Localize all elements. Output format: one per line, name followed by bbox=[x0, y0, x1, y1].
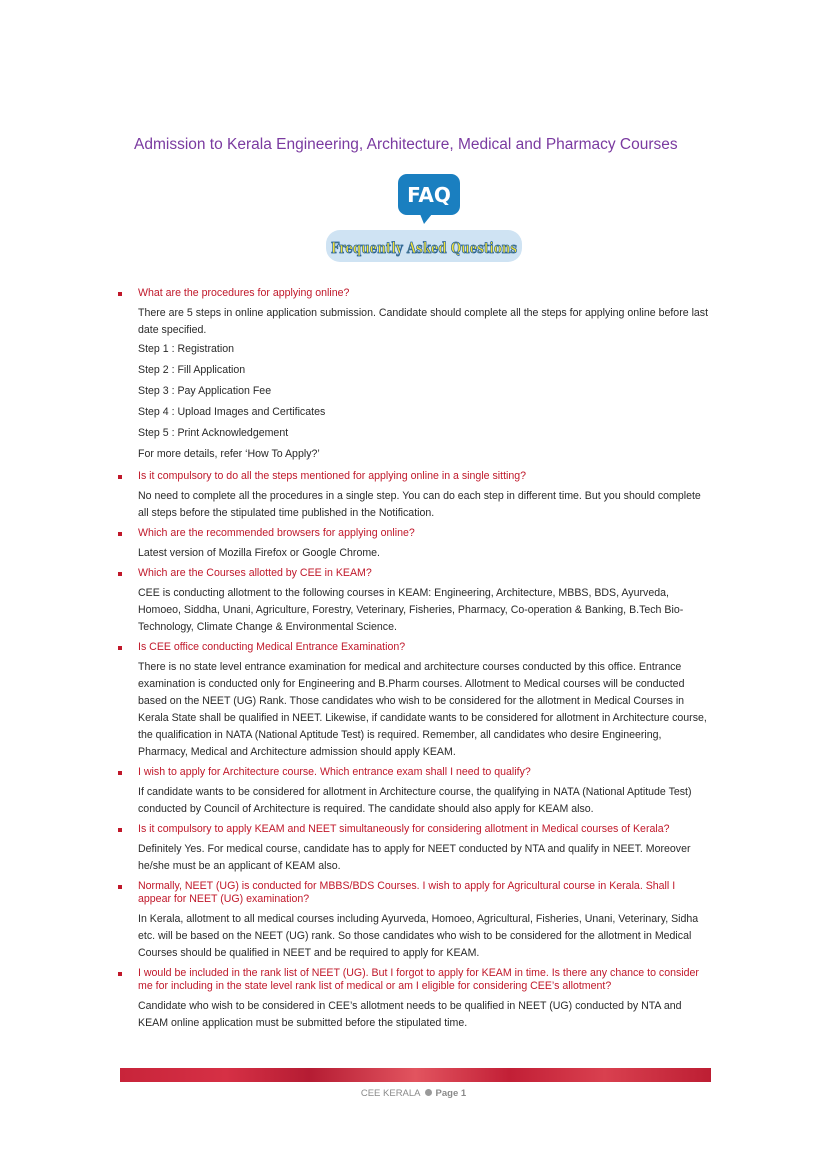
bullet-icon bbox=[118, 572, 122, 576]
faq-item bbox=[118, 470, 710, 522]
bullet-icon bbox=[118, 292, 122, 296]
faq-item bbox=[118, 766, 710, 818]
faq-item bbox=[118, 567, 710, 636]
faq-answer: Definitely Yes. For medical course, candidate has to apply for NEET conducted by NTA and qualify in NEET. Moreover he/she must be an applicant of KEAM also. bbox=[138, 843, 691, 872]
faq-question: Is it compulsory to do all the steps mentioned for applying online in a single sitting? bbox=[138, 470, 527, 482]
faq-bubble-tail bbox=[420, 214, 432, 224]
faq-question: What are the procedures for applying online? bbox=[138, 287, 350, 299]
faq-item bbox=[118, 880, 710, 962]
faq-answer: CEE is conducting allotment to the following courses in KEAM: Engineering, Architecture, MBBS, BDS, Ayurveda, Homoeo, Siddha, Unani, Agriculture, Forestry, Veterinary, Fisheries, Pharmacy, Co-operation & Banking, B.Tech Bio-Technology, Climate Change & Environmental Science. bbox=[138, 587, 684, 633]
faq-question: I would be included in the rank list of NEET (UG). But I forgot to apply for KEAM in time. Is there any chance to consider me for including in the state level rank list of medical or am I eligible for considering CEE’s allotment? bbox=[138, 967, 699, 992]
faq-logo-text: FAQ bbox=[407, 183, 451, 207]
faq-question: Which are the recommended browsers for applying online? bbox=[138, 527, 415, 539]
faq-step: Step 2 : Fill Application bbox=[138, 364, 246, 376]
bullet-icon bbox=[118, 972, 122, 976]
bullet-icon bbox=[118, 475, 122, 479]
bullet-icon bbox=[118, 646, 122, 650]
bullet-icon bbox=[118, 771, 122, 775]
faq-answer: No need to complete all the procedures in a single step. You can do each step in different time. But you should complete all steps before the stipulated time published in the Notification. bbox=[138, 490, 701, 519]
faq-question: Normally, NEET (UG) is conducted for MBBS/BDS Courses. I wish to apply for Agricultural course in Kerala. Shall I appear for NEET (UG) examination? bbox=[138, 880, 676, 905]
bullet-icon bbox=[118, 885, 122, 889]
faq-answer: Latest version of Mozilla Firefox or Google Chrome. bbox=[138, 547, 380, 559]
faq-question: Which are the Courses allotted by CEE in KEAM? bbox=[138, 567, 372, 579]
faq-question: Is it compulsory to apply KEAM and NEET simultaneously for considering allotment in Medical courses of Kerala? bbox=[138, 823, 670, 835]
footer-dot-icon bbox=[425, 1089, 432, 1096]
faq-item bbox=[118, 641, 710, 761]
faq-logo bbox=[326, 172, 522, 264]
faq-step: Step 3 : Pay Application Fee bbox=[138, 385, 272, 397]
bullet-icon bbox=[118, 532, 122, 536]
footer-band bbox=[120, 1068, 711, 1082]
faq-step: Step 4 : Upload Images and Certificates bbox=[138, 406, 326, 418]
faq-item bbox=[118, 823, 710, 875]
faq-item bbox=[118, 527, 710, 562]
faq-step: For more details, refer ‘How To Apply?’ bbox=[138, 448, 320, 460]
footer-org: CEE KERALA bbox=[360, 1088, 421, 1099]
document-title: Admission to Kerala Engineering, Architecture, Medical and Pharmacy Courses bbox=[134, 136, 678, 153]
faq-step: Step 1 : Registration bbox=[138, 343, 234, 355]
page-number: Page 1 bbox=[435, 1088, 467, 1099]
faq-caption: Frequently Asked Questions bbox=[331, 239, 517, 257]
faq-list bbox=[118, 287, 710, 1037]
faq-answer: Candidate who wish to be considered in CEE’s allotment needs to be qualified in NEET (UG) conducted by NTA and KEAM online application must be submitted before the stipulated time. bbox=[138, 1000, 682, 1029]
faq-answer: In Kerala, allotment to all medical courses including Ayurveda, Homoeo, Agricultural, Fisheries, Unani, Veterinary, Sidha etc. will be based on the NEET (UG) rank. So those candidates who wish to be considered for the allotment in Medical Courses should be qualified in NEET and be required to apply for KEAM. bbox=[138, 913, 699, 959]
bullet-icon bbox=[118, 828, 122, 832]
faq-step: Step 5 : Print Acknowledgement bbox=[138, 427, 289, 439]
faq-answer: There are 5 steps in online application submission. Candidate should complete all the steps for applying online before last date specified. bbox=[138, 307, 709, 336]
page-footer bbox=[0, 1088, 827, 1099]
faq-item bbox=[118, 287, 710, 465]
faq-answer: If candidate wants to be considered for allotment in Architecture course, the qualifying in NATA (National Aptitude Test) conducted by Council of Architecture is required. The candidate should also apply for KEAM also. bbox=[138, 786, 692, 815]
faq-item bbox=[118, 967, 710, 1032]
faq-question: I wish to apply for Architecture course. Which entrance exam shall I need to qualify? bbox=[138, 766, 531, 778]
faq-answer: There is no state level entrance examination for medical and architecture courses conducted by this office. Entrance examination is conducted only for Engineering and B.Pharm courses. Allotment to Medical courses will be conducted based on the NEET (UG) Rank. Those candidates who wish to be considered for the allotment in Medical Courses in Kerala State shall be qualified in NEET. Likewise, if candidate wants to be considered for allotment in Architecture course, the qualification in NATA (National Aptitude Test) is required. Remember, all candidates who desire Engineering, Pharmacy, Medical and Architecture admission should apply KEAM. bbox=[138, 661, 707, 758]
faq-question: Is CEE office conducting Medical Entrance Examination? bbox=[138, 641, 406, 653]
